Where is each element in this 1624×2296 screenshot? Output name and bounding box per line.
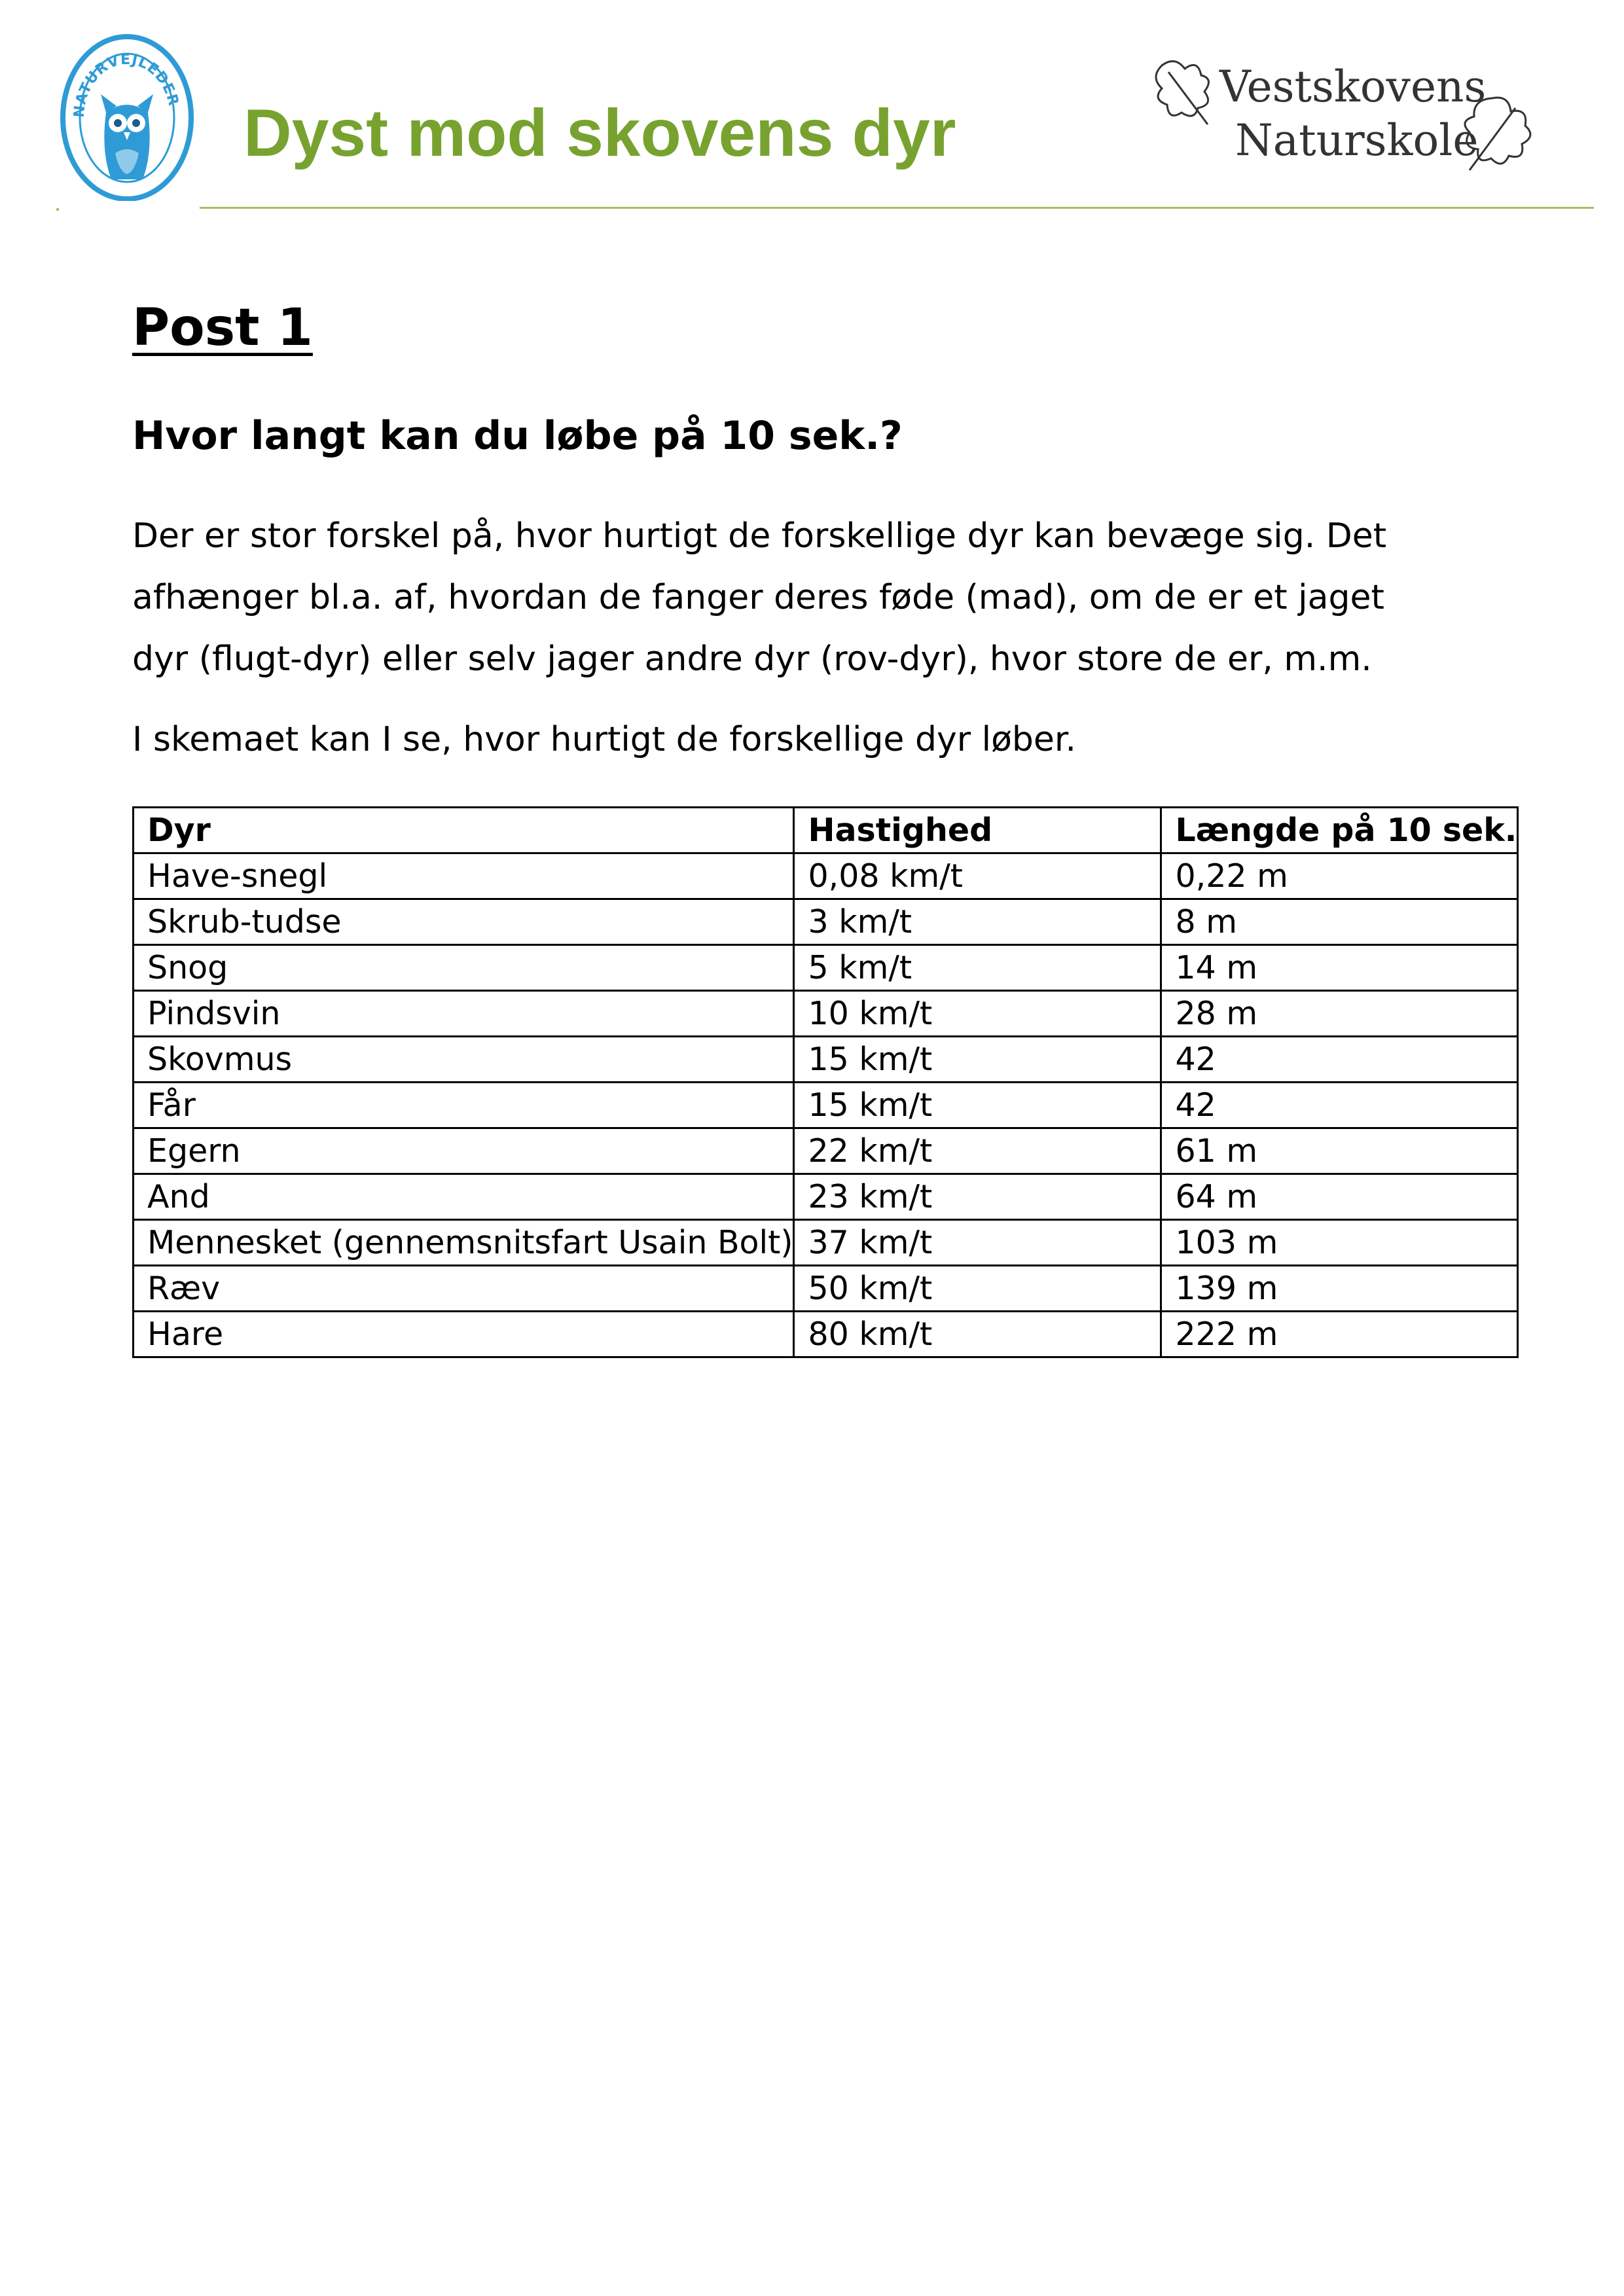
cell-speed: 80 km/t bbox=[794, 1312, 1161, 1357]
table-row bbox=[134, 1266, 1518, 1312]
cell-animal: Skrub-tudse bbox=[134, 899, 794, 945]
table-row bbox=[134, 1174, 1518, 1220]
table-row bbox=[134, 1220, 1518, 1266]
animal-speed-table bbox=[132, 806, 1519, 1358]
cell-animal: Mennesket (gennemsnitsfart Usain Bolt) bbox=[134, 1220, 794, 1266]
oak-leaf-icon bbox=[1453, 92, 1538, 177]
intro-paragraph bbox=[132, 505, 1526, 690]
cell-distance: 0,22 m bbox=[1161, 853, 1518, 899]
intro-line: Der er stor forskel på, hvor hurtigt de forskellige dyr kan bevæge sig. Det bbox=[132, 516, 1387, 556]
cell-speed: 10 km/t bbox=[794, 991, 1161, 1037]
table-header-row bbox=[134, 808, 1518, 853]
cell-animal: Får bbox=[134, 1083, 794, 1128]
cell-distance: 139 m bbox=[1161, 1266, 1518, 1312]
cell-distance: 42 bbox=[1161, 1083, 1518, 1128]
logo-text-line-1: Vestskovens bbox=[1219, 62, 1487, 112]
header-divider-dot bbox=[56, 208, 59, 211]
cell-animal: Egern bbox=[134, 1128, 794, 1174]
oak-leaf-icon bbox=[1149, 52, 1221, 131]
naturvejleder-logo-text: NATURVEJLEDER bbox=[71, 51, 182, 118]
cell-distance: 14 m bbox=[1161, 945, 1518, 991]
cell-speed: 3 km/t bbox=[794, 899, 1161, 945]
cell-speed: 37 km/t bbox=[794, 1220, 1161, 1266]
column-header-animal: Dyr bbox=[134, 808, 794, 853]
cell-distance: 28 m bbox=[1161, 991, 1518, 1037]
cell-speed: 0,08 km/t bbox=[794, 853, 1161, 899]
cell-distance: 61 m bbox=[1161, 1128, 1518, 1174]
table-row bbox=[134, 1312, 1518, 1357]
cell-animal: Hare bbox=[134, 1312, 794, 1357]
cell-animal: Snog bbox=[134, 945, 794, 991]
table-row bbox=[134, 899, 1518, 945]
table-intro-text: I skemaet kan I se, hvor hurtigt de forskellige dyr løber. bbox=[132, 720, 1077, 759]
cell-animal: Pindsvin bbox=[134, 991, 794, 1037]
intro-line: afhænger bl.a. af, hvordan de fanger deres føde (mad), om de er et jaget bbox=[132, 578, 1384, 617]
question-heading: Hvor langt kan du løbe på 10 sek.? bbox=[132, 413, 903, 459]
cell-animal: Ræv bbox=[134, 1266, 794, 1312]
intro-line: dyr (flugt-dyr) eller selv jager andre dyr (rov-dyr), hvor store de er, m.m. bbox=[132, 639, 1372, 679]
naturvejleder-logo bbox=[60, 34, 194, 201]
header-divider bbox=[200, 207, 1594, 209]
cell-distance: 64 m bbox=[1161, 1174, 1518, 1220]
table-row bbox=[134, 945, 1518, 991]
table-row bbox=[134, 1128, 1518, 1174]
column-header-distance: Længde på 10 sek. bbox=[1161, 808, 1518, 853]
post-heading: Post 1 bbox=[132, 298, 313, 357]
column-header-speed: Hastighed bbox=[794, 808, 1161, 853]
vestskovens-naturskole-logo bbox=[1149, 52, 1542, 183]
document-title: Dyst mod skovens dyr bbox=[244, 96, 956, 170]
table-row bbox=[134, 853, 1518, 899]
cell-distance: 222 m bbox=[1161, 1312, 1518, 1357]
cell-animal: Have-snegl bbox=[134, 853, 794, 899]
table-row bbox=[134, 1083, 1518, 1128]
cell-speed: 23 km/t bbox=[794, 1174, 1161, 1220]
cell-distance: 42 bbox=[1161, 1037, 1518, 1083]
cell-speed: 22 km/t bbox=[794, 1128, 1161, 1174]
cell-distance: 103 m bbox=[1161, 1220, 1518, 1266]
table-row bbox=[134, 991, 1518, 1037]
cell-speed: 5 km/t bbox=[794, 945, 1161, 991]
cell-speed: 50 km/t bbox=[794, 1266, 1161, 1312]
cell-speed: 15 km/t bbox=[794, 1083, 1161, 1128]
cell-speed: 15 km/t bbox=[794, 1037, 1161, 1083]
table-row bbox=[134, 1037, 1518, 1083]
cell-animal: And bbox=[134, 1174, 794, 1220]
logo-text-line-2: Naturskole bbox=[1235, 115, 1479, 166]
cell-distance: 8 m bbox=[1161, 899, 1518, 945]
cell-animal: Skovmus bbox=[134, 1037, 794, 1083]
